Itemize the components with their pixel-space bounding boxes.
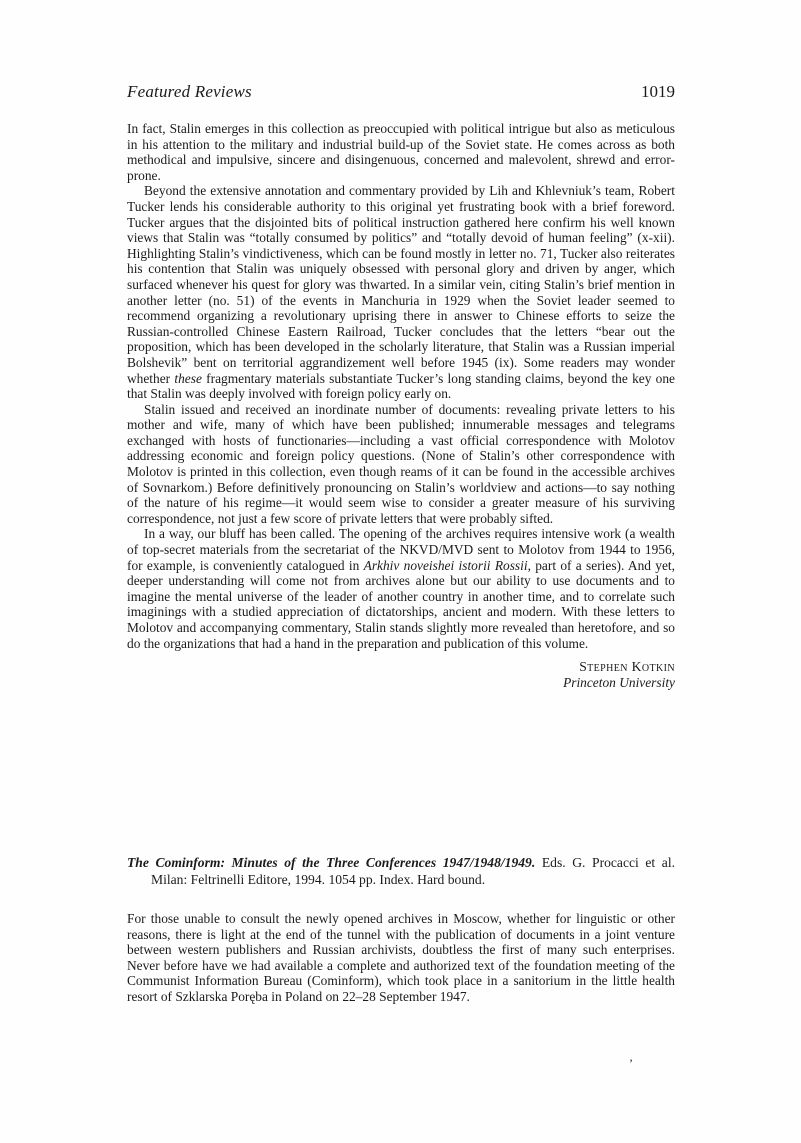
review-paragraph: For those unable to consult the newly opened archives in Moscow, whether for linguistic or other reasons, there is light at the end of the tunnel with the publication of documents in a joint venture between western publishers and Russian archivists, doubtless the first of many such enterprises. Never before have we had available a complete and authorized text of the foundation meeting of the Communist Information Bureau (Cominform), which took place in a sanitorium in the little health resort of Szklarska Poręba in Poland on 22–28 September 1947. [127, 911, 675, 1004]
review-paragraph: In a way, our bluff has been called. The opening of the archives requires intensive work (a wealth of top-secret materials from the secretariat of the NKVD/MVD sent to Molotov from 1944 to 1956, for example, is conveniently catalogued in Arkhiv noveishei istorii Rossii, part of a series). And yet, deeper understanding will come not from archives alone but our ability to use documents and to imagine the mental universe of the leader of another country in another time, and to correlate such imaginings with a studied appreciation of dictatorships, ancient and modern. With these letters to Molotov and accompanying commentary, Stalin stands slightly more revealed than heretofore, and so do the organizations that had a hand in the preparation and publication of this volume. [127, 526, 675, 651]
reviewer-name: Stephen Kotkin [579, 659, 675, 675]
page-number: 1019 [641, 82, 675, 101]
running-title: Featured Reviews [127, 82, 252, 101]
book-citation: The Cominform: Minutes of the Three Conferences 1947/1948/1949. Eds. G. Procacci et al. Milan: Feltrinelli Editore, 1994. 1054 pp. Index. Hard bound. [127, 855, 676, 887]
reviewer-affiliation: Princeton University [563, 675, 675, 691]
review-paragraph: Stalin issued and received an inordinate number of documents: revealing private letters to his mother and wife, many of which have been published; innumerable messages and telegrams exchanged with hosts of functionaries—including a vast official correspondence with Molotov addressing economic and foreign policy questions. (None of Stalin’s other correspondence with Molotov is printed in this collection, even though reams of it can be found in the accessible archives of Sovnarkom.) Before definitively pronouncing on Stalin’s worldview and actions—to say nothing of the nature of his regime—it would seem wise to consider a greater measure of his surviving correspondence, not just a few score of private letters that were probably sifted. [127, 401, 675, 526]
scan-artifact: ’ [629, 1056, 633, 1070]
review-paragraph: Beyond the extensive annotation and commentary provided by Lih and Khlevniuk’s team, Robert Tucker lends his considerable authority to this original yet frustrating book with a brief foreword. Tucker argues that the disjointed bits of political instruction gathered here confirm his well known views that Stalin was “totally consumed by politics” and “totally devoid of human feeling” (x-xii). Highlighting Stalin’s vindictiveness, which can be found mostly in letter no. 71, Tucker also reiterates his contention that Stalin was uniquely obsessed with personal glory and driven by anger, which surfaced whenever his quest for glory was thwarted. In a similar vein, citing Stalin’s brief mention in another letter (no. 51) of the events in Manchuria in 1929 when the Soviet leader seemed to recommend organizing a revolutionary uprising there in answer to Chinese efforts to seize the Russian-controlled Chinese Eastern Railroad, Tucker concludes that the letters “bear out the proposition, which has been developed in the scholarly literature, that Stalin was a Russian imperial Bolshevik” bent on territorial aggrandizement well before 1945 (ix). Some readers may wonder whether these fragmentary materials substantiate Tucker’s long standing claims, beyond the key one that Stalin was deeply involved with foreign policy early on. [127, 183, 675, 402]
review-stalin-letters [127, 121, 675, 691]
review-paragraph: In fact, Stalin emerges in this collection as preoccupied with political intrigue but also as meticulous in his attention to the military and industrial build-up of the Soviet state. He comes across as both methodical and impulsive, sincere and disingenuous, concerned and malevolent, shrewd and error-prone. [127, 121, 675, 183]
page-header [127, 82, 675, 102]
signature-block [127, 659, 675, 691]
review-cominform [127, 855, 675, 1005]
